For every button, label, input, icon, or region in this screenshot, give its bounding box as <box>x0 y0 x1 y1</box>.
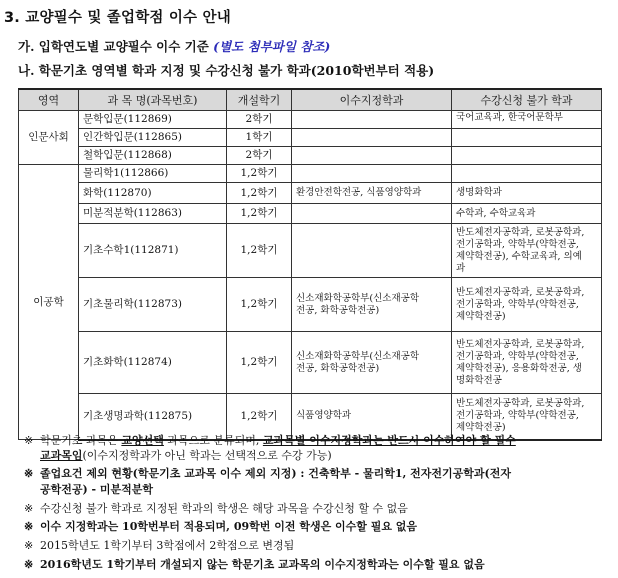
note-2-line1: 졸업요건 제외 현황(학문기초 교과목 이수 제외 지정) : 건축학부 - 물리학1, 전자전기공학과(전자 <box>40 467 512 480</box>
blocked-cell <box>452 147 602 165</box>
designated-cell <box>292 129 452 147</box>
note-1-text-c: 과목으로 분류되며, <box>163 434 263 447</box>
table-row <box>19 224 602 278</box>
semester-cell: 1,2학기 <box>227 204 292 224</box>
blocked-cell <box>452 129 602 147</box>
semester-cell: 2학기 <box>227 147 292 165</box>
note-2-cont <box>24 481 153 497</box>
blocked-cell: 국어교육과, 한국어문학부 <box>452 111 602 129</box>
note-6-text: 2016학년도 1학기부터 개설되지 않는 학문기초 교과목의 이수지정학과는 이수할 필요 없음 <box>40 558 485 571</box>
blocked-cell: 반도체전자공학과, 로봇공학과, 전기공학과, 약학부(약학전공, 제약학전공) <box>452 278 602 332</box>
course-cell: 기초생명과학(112875) <box>79 394 227 440</box>
course-cell: 기초수학1(112871) <box>79 224 227 278</box>
semester-cell: 1학기 <box>227 129 292 147</box>
table-row <box>19 332 602 394</box>
note-1-text-a: 학문기초 과목은 <box>40 434 122 447</box>
blocked-cell: 생명화학과 <box>452 183 602 204</box>
col-header-semester: 개설학기 <box>227 89 292 111</box>
course-cell: 기초물리학(112873) <box>79 278 227 332</box>
note-2 <box>24 465 511 481</box>
subsection-na-label: 나. 학문기초 영역별 학과 지정 및 수강신청 불가 학과(2010학번부터 적용) <box>18 63 435 78</box>
semester-cell: 1,2학기 <box>227 278 292 332</box>
table-row <box>19 147 602 165</box>
note-1-text-e: 교과목임 <box>40 449 83 462</box>
area-cell: 인문사회 <box>19 111 79 165</box>
area-cell: 이공학 <box>19 165 79 440</box>
col-header-area: 영역 <box>19 89 79 111</box>
table-row <box>19 165 602 183</box>
blocked-cell: 수학과, 수학교육과 <box>452 204 602 224</box>
note-marker: ※ <box>24 502 34 515</box>
note-1-text-f: (이수지정학과가 아닌 학과는 선택적으로 수강 가능) <box>82 449 332 462</box>
table-row <box>19 111 602 129</box>
course-cell: 화학(112870) <box>79 183 227 204</box>
note-3 <box>24 500 408 516</box>
col-header-blocked: 수강신청 불가 학과 <box>452 89 602 111</box>
note-1 <box>24 432 516 448</box>
col-header-designated: 이수지정학과 <box>292 89 452 111</box>
note-5 <box>24 537 294 553</box>
section-heading: 3. 교양필수 및 졸업학점 이수 안내 <box>4 10 231 26</box>
designated-cell: 신소재화학공학부(신소재공학 전공, 화학공학전공) <box>292 278 452 332</box>
note-5-text: 2015학년도 1학기부터 3학점에서 2학점으로 변경됨 <box>40 539 295 552</box>
designated-cell: 신소재화학공학부(신소재공학 전공, 화학공학전공) <box>292 332 452 394</box>
semester-cell: 1,2학기 <box>227 332 292 394</box>
designated-cell <box>292 224 452 278</box>
course-cell: 문학입문(112869) <box>79 111 227 129</box>
table-row <box>19 129 602 147</box>
designated-cell <box>292 111 452 129</box>
note-1-text-b: 교양선택 <box>121 434 164 447</box>
semester-cell: 1,2학기 <box>227 183 292 204</box>
designated-cell: 식품영양학과 <box>292 394 452 440</box>
note-1-cont <box>24 447 332 463</box>
blocked-cell: 반도체전자공학과, 로봇공학과, 전기공학과, 약학부(약학전공, 제약학전공) <box>452 394 602 440</box>
semester-cell: 2학기 <box>227 111 292 129</box>
semester-cell: 1,2학기 <box>227 224 292 278</box>
semester-cell: 1,2학기 <box>227 165 292 183</box>
designated-cell: 환경안전학전공, 식품영양학과 <box>292 183 452 204</box>
note-1-text-d: 교과목별 이수지정학과는 반드시 이수하여야 할 필수 <box>262 434 516 447</box>
course-cell: 기초화학(112874) <box>79 332 227 394</box>
note-2-line2: 공학전공) - 미분적분학 <box>40 483 154 496</box>
note-6 <box>24 556 485 572</box>
table-row <box>19 204 602 224</box>
designated-cell <box>292 165 452 183</box>
blocked-cell: 반도체전자공학과, 로봇공학과, 전기공학과, 약학부(약학전공, 제약학전공), 수학교육과, 의예 과 <box>452 224 602 278</box>
table-row <box>19 278 602 332</box>
blocked-cell <box>452 165 602 183</box>
subsection-ga-label: 가. 입학연도별 교양필수 이수 기준 <box>18 39 209 54</box>
course-cell: 철학입문(112868) <box>79 147 227 165</box>
note-4-text: 이수 지정학과는 10학번부터 적용되며, 09학번 이전 학생은 이수할 필요 없음 <box>40 520 418 533</box>
designated-cell <box>292 147 452 165</box>
attachment-note: (별도 첨부파일 참조) <box>213 39 331 54</box>
col-header-course: 과 목 명(과목번호) <box>79 89 227 111</box>
note-marker: ※ <box>24 467 34 480</box>
subsection-ga <box>18 37 330 55</box>
blocked-cell: 반도체전자공학과, 로봇공학과, 전기공학과, 약학부(약학전공, 제약학전공), 응용화학전공, 생 명화학전공 <box>452 332 602 394</box>
table-header-row <box>19 89 602 111</box>
semester-cell: 1,2학기 <box>227 394 292 440</box>
course-cell: 인간학입문(112865) <box>79 129 227 147</box>
course-table <box>18 88 602 441</box>
note-3-text: 수강신청 불가 학과로 지정된 학과의 학생은 해당 과목을 수강신청 할 수 없음 <box>40 502 408 515</box>
note-marker: ※ <box>24 558 34 571</box>
table-row <box>19 183 602 204</box>
designated-cell <box>292 204 452 224</box>
note-marker: ※ <box>24 539 34 552</box>
course-cell: 물리학1(112866) <box>79 165 227 183</box>
note-marker: ※ <box>24 434 34 447</box>
course-cell: 미분적분학(112863) <box>79 204 227 224</box>
note-4 <box>24 518 417 534</box>
note-marker: ※ <box>24 520 34 533</box>
